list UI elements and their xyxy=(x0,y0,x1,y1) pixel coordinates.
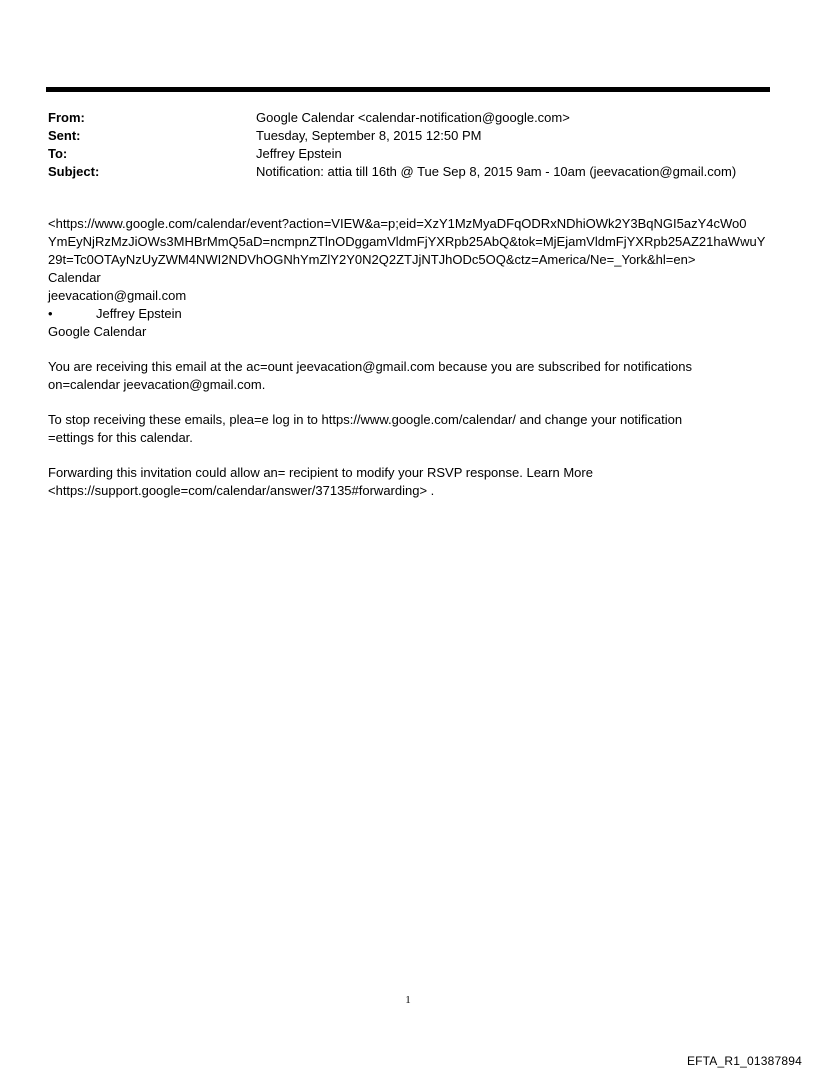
to-value: Jeffrey Epstein xyxy=(256,145,342,161)
event-url-line-2[interactable]: YmEyNjRzMzJiOWs3MHBrMmQ5aD=ncmpnZTlnODggamVldmFjYXRpb25AbQ&tok=MjEjamVldmFjYXRpb25AZ21haWwuY xyxy=(48,234,766,249)
spacer xyxy=(48,341,778,358)
forward-notice-line-2[interactable]: <https://support.google=com/calendar/answer/37135#forwarding> . xyxy=(48,483,435,498)
receiving-notice-line-1: You are receiving this email at the ac=ount jeevacation@gmail.com because you are subscribed for notifications xyxy=(48,359,692,374)
sent-label: Sent: xyxy=(48,127,81,143)
page-number: 1 xyxy=(405,994,411,1006)
spacer xyxy=(48,394,778,411)
subject-value: Notification: attia till 16th @ Tue Sep 8, 2015 9am - 10am (jeevacation@gmail.com) xyxy=(256,163,737,179)
forward-notice-line-1: Forwarding this invitation could allow an= recipient to modify your RSVP response. Learn More xyxy=(48,465,593,480)
bullet-icon: • xyxy=(48,306,53,321)
from-label: From: xyxy=(48,109,85,125)
spacer xyxy=(48,447,778,464)
header-divider xyxy=(46,87,770,92)
event-url-line-1[interactable]: <https://www.google.com/calendar/event?action=VIEW&a=p;eid=XzY1MzMyaDFqODRxNDhiOWk2Y3BqNGI5azY4cWo0 xyxy=(48,216,747,231)
stop-notice-line-2: =ettings for this calendar. xyxy=(48,430,193,445)
email-body xyxy=(48,215,778,500)
google-calendar-label: Google Calendar xyxy=(48,324,147,339)
receiving-notice-line-2: on=calendar jeevacation@gmail.com. xyxy=(48,377,266,392)
sent-value: Tuesday, September 8, 2015 12:50 PM xyxy=(256,127,482,143)
calendar-label: Calendar xyxy=(48,270,101,285)
to-row xyxy=(48,144,788,162)
calendar-email: jeevacation@gmail.com xyxy=(48,288,187,303)
to-label: To: xyxy=(48,145,68,161)
email-header xyxy=(48,108,788,180)
subject-label: Subject: xyxy=(48,163,100,179)
attendee-item xyxy=(48,305,778,323)
stop-notice-line-1: To stop receiving these emails, plea=e log in to https://www.google.com/calendar/ and change your notification xyxy=(48,412,683,427)
sent-row xyxy=(48,126,788,144)
attendee-name: Jeffrey Epstein xyxy=(96,306,182,321)
document-id: EFTA_R1_01387894 xyxy=(686,1054,802,1068)
subject-row xyxy=(48,162,788,180)
from-row xyxy=(48,108,788,126)
from-value: Google Calendar <calendar-notification@google.com> xyxy=(256,109,570,125)
event-url-line-3[interactable]: 29t=Tc0OTAyNzUyZWM4NWI2NDVhOGNhYmZlY2Y0N2Q2ZTJjNTJhODc5OQ&ctz=America/Ne=_York&hl=en> xyxy=(48,252,696,267)
